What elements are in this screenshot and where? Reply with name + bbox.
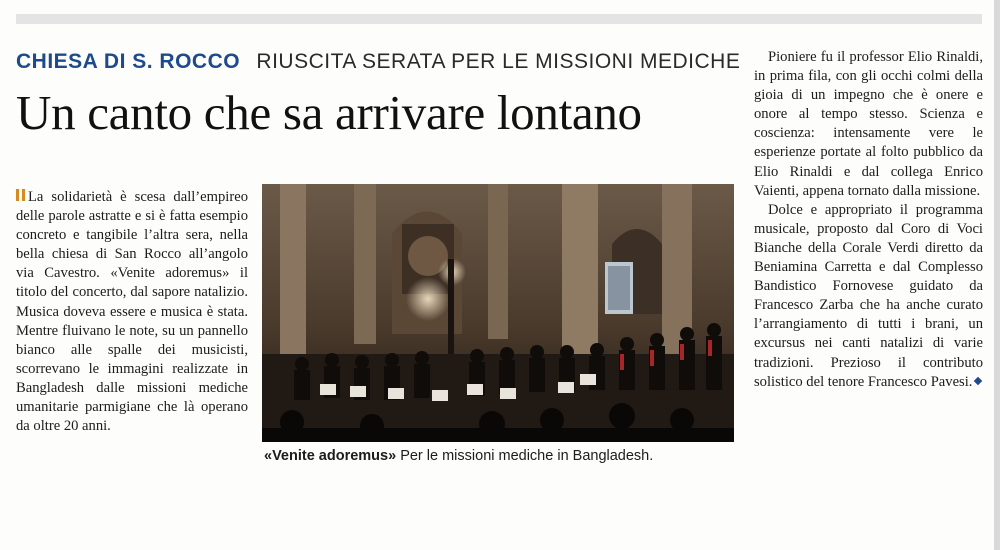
body-right-paragraph-2	[754, 201, 983, 392]
concert-photo	[262, 184, 734, 442]
article-body-left	[16, 188, 248, 436]
photo-caption	[264, 448, 734, 464]
kicker	[16, 50, 740, 74]
page-edge	[994, 0, 1000, 550]
caption-text: Per le missioni mediche in Bangladesh.	[396, 448, 654, 464]
body-left-text: La solidarietà è scesa dall’empireo delle parole astratte e si è fatta esempio concreto e tangibile l’altra sera, nella bella chiesa di San Rocco all’angolo via Cavestro. «Venite adoremus» il titolo del concerto, dal sapore natalizio. Musica doveva essere e musica è stata. Mentre fluivano le note, su un pannello bianco alle spalle dei musicisti, scorrevano le immagini realizzate in Bangladesh dalle missioni mediche umanitarie parmigiane che là operano da oltre 20 anni.	[16, 189, 248, 435]
top-rule	[16, 14, 982, 24]
body-right-paragraph-1: Pioniere fu il professor Elio Rinaldi, in prima fila, con gli occhi colmi della gioia di un impegno che è onere e onore al tempo stesso. Scienza e coscienza: intensamente vere le esperienze portate al folto pubblico da Elio Rinaldi e dal collega Enrico Vaienti, appena tornato dalla missione.	[754, 49, 983, 199]
article-body-right	[754, 48, 983, 392]
body-right-paragraph-2-text: Dolce e appropriato il programma musicale, proposto dal Coro di Voci Bianche della Corale Verdi diretto da Beniamina Carretta e dal Complesso Bandistico Fornovese guidato da Francesco Zarba che ha anche curato l’arrangiamento di tutti i brani, un excursus nei canti natalizi di varie tradizioni. Prezioso il contributo solistico del tenore Francesco Pavesi.	[754, 201, 983, 390]
end-of-article-icon	[974, 376, 982, 384]
headline: Un canto che sa arrivare lontano	[16, 85, 642, 140]
paragraph-mark-icon	[16, 189, 25, 201]
kicker-place: CHIESA DI S. ROCCO	[16, 50, 241, 73]
kicker-subtitle: RIUSCITA SERATA PER LE MISSIONI MEDICHE	[256, 50, 741, 73]
caption-lead: «Venite adoremus»	[264, 448, 397, 464]
